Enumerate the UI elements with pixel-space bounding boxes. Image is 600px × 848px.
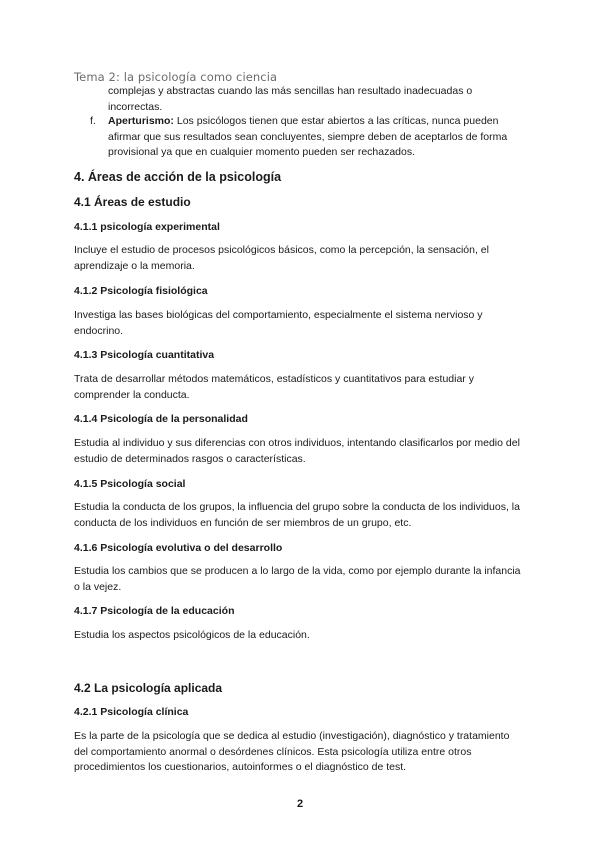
subsection-heading: 4.1.4 Psicología de la personalidad (74, 413, 248, 425)
list-item-letter: f. (90, 115, 96, 127)
page-header: Tema 2: la psicología como ciencia (74, 70, 278, 84)
subsection-paragraph: Trata de desarrollar métodos matemáticos, estadísticos y cuantitativos para estudiar y comprender la conducta. (74, 373, 474, 401)
list-continuation: complejas y abstractas cuando las más sencillas han resultado inadecuadas o incorrectas. (108, 85, 473, 113)
subsection-heading: 4.2.1 Psicología clínica (74, 706, 189, 718)
subsection-paragraph: Incluye el estudio de procesos psicológicos básicos, como la percepción, la sensación, el aprendizaje o la memoria. (74, 244, 489, 272)
list-item-body (108, 114, 508, 161)
subsection-paragraph: Estudia los cambios que se producen a lo largo de la vida, como por ejemplo durante la infancia o la vejez. (74, 565, 521, 593)
section-4-heading: 4. Áreas de acción de la psicología (74, 170, 282, 184)
subsection-heading: 4.1.2 Psicología fisiológica (74, 285, 208, 297)
page-number: 2 (296, 798, 304, 810)
list-item-text: Los psicólogos tienen que estar abiertos a las críticas, nunca pueden afirmar que sus resultados sean concluyentes, siempre deben de aceptarlos de forma provisional ya que en cualquier momento pueden ser rechazados. (108, 115, 508, 158)
subsection-paragraph: Investiga las bases biológicas del comportamiento, especialmente el sistema nervioso y endocrino. (74, 309, 483, 337)
subsection-heading: 4.1.7 Psicología de la educación (74, 605, 235, 617)
subsection-paragraph: Estudia al individuo y sus diferencias con otros individuos, intentando clasificarlos por medio del estudio de determinados rasgos o características. (74, 437, 520, 465)
subsection-heading: 4.1.3 Psicología cuantitativa (74, 349, 215, 361)
subsection-paragraph: Estudia los aspectos psicológicos de la educación. (74, 629, 310, 641)
subsection-heading: 4.1.5 Psicología social (74, 478, 186, 490)
list-item-term: Aperturismo: (108, 115, 174, 127)
subsection-paragraph: Es la parte de la psicología que se dedica al estudio (investigación), diagnóstico y tratamiento del comportamiento anormal o desórdenes clínicos. Esta psicología utiliza entre otros procedimientos los cuestionarios, autoinformes o el diagnóstico de test. (74, 730, 510, 773)
subsection-heading: 4.1.1 psicología experimental (74, 221, 220, 233)
section-4-2-heading: 4.2 La psicología aplicada (74, 681, 223, 695)
subsection-paragraph: Estudia la conducta de los grupos, la influencia del grupo sobre la conducta de los individuos, la conducta de los individuos en función de ser miembros de un grupo, etc. (74, 501, 520, 529)
subsection-heading: 4.1.6 Psicología evolutiva o del desarrollo (74, 542, 283, 554)
section-4-1-heading: 4.1 Áreas de estudio (74, 195, 191, 209)
